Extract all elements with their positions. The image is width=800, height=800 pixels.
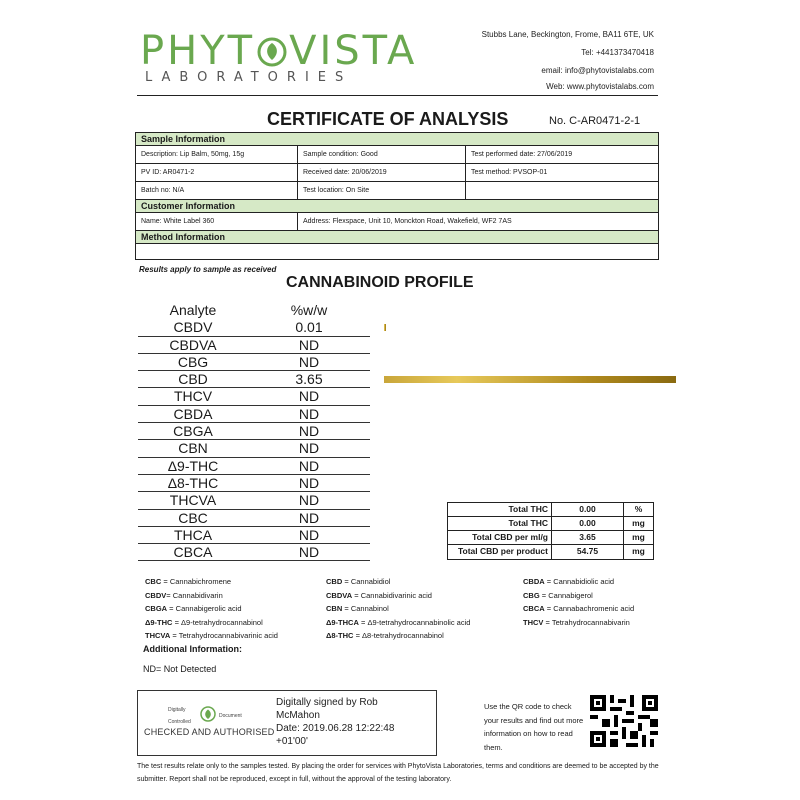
- abbreviation-key: Δ9-THC: [145, 617, 173, 627]
- abbreviation-meaning: Cannabichromene: [169, 577, 232, 586]
- totals-row: [448, 503, 653, 517]
- company-phone: Tel: +441373470418: [581, 48, 654, 57]
- cannabinoid-row: [138, 354, 370, 371]
- stamp-digitally: Digitally: [168, 707, 186, 713]
- signature-line: McMahon: [276, 710, 320, 721]
- abbreviation-meaning: Cannabinol: [350, 604, 389, 613]
- totals-table: [447, 502, 654, 560]
- total-unit: %: [634, 504, 643, 514]
- footer-disclaimer: The test results relate only to the samples tested. By placing the order for services with PhytoVista Laboratories, terms and conditions are deemed to be accepted by the submitter. Report shall not be reproduced, except in full, without the approval of the testing laboratory.: [137, 763, 659, 783]
- test-method: Test method: PVSOP-01: [471, 169, 548, 176]
- analyte-header: Analyte: [169, 302, 217, 318]
- analyte-value: ND: [248, 440, 370, 457]
- abbreviation-separator: =: [161, 577, 170, 586]
- logo-subtitle: LABORATORIES: [145, 70, 353, 85]
- sample-info-table: [135, 132, 659, 260]
- results-note: Results apply to sample as received: [139, 265, 277, 274]
- sample-info-heading: Sample Information: [136, 133, 658, 146]
- analyte-name: Δ9-THC: [138, 458, 248, 475]
- analyte-value: 0.01: [248, 319, 370, 336]
- analyte-value: ND: [248, 510, 370, 527]
- cannabinoid-row: [138, 337, 370, 354]
- digital-signature[interactable]: [276, 696, 436, 748]
- stamp-document: Document: [219, 713, 242, 719]
- abbr-column-3: [523, 575, 634, 629]
- abbreviation-key: CBC: [145, 577, 162, 586]
- signature-line: Date: 2019.06.28 12:22:48: [276, 723, 395, 734]
- analyte-name: CBGA: [138, 423, 248, 440]
- abbreviation-entry: [326, 616, 470, 630]
- abbreviation-meaning: Cannabigerol: [548, 590, 593, 600]
- analyte-value: ND: [248, 388, 370, 405]
- abbreviation-entry: [326, 575, 470, 589]
- cannabinoid-row: [138, 406, 370, 423]
- abbreviation-meaning: Tetrahydrocannabivarinic acid: [178, 631, 278, 640]
- abbreviation-entry: [326, 629, 470, 643]
- analyte-value: ND: [248, 492, 370, 509]
- test-location: Test location: On Site: [298, 182, 466, 199]
- abbreviation-meaning: Tetrahydrocannabivarin: [551, 617, 630, 627]
- logo-text-right: VISTA: [289, 28, 418, 74]
- method-info-row: [136, 244, 658, 259]
- qr-instructions: Use the QR code to check your results and find out more information on how to read them.: [484, 702, 584, 752]
- company-address: Stubbs Lane, Beckington, Frome, BA11 6TE, UK: [481, 30, 654, 39]
- abbreviation-key: CBDVA: [326, 590, 353, 600]
- batch-number: Batch no: N/A: [136, 182, 298, 199]
- analyte-value: 3.65: [248, 371, 370, 388]
- abbreviation-key: Δ9-THCA: [326, 617, 359, 627]
- analyte-name: CBDA: [138, 406, 248, 423]
- total-value: 0.00: [552, 517, 624, 530]
- abbreviation-separator: =: [342, 604, 351, 613]
- unit-header: %w/w: [290, 302, 328, 318]
- abbreviation-key: THCVA: [145, 631, 171, 640]
- qr-code-icon[interactable]: [590, 695, 658, 747]
- total-label: Total CBD per ml/g: [448, 531, 552, 544]
- certificate-number: No. C-AR0471-2-1: [549, 115, 641, 127]
- cannabinoid-bar: [384, 376, 676, 383]
- cannabinoid-row: [138, 423, 370, 440]
- abbreviation-meaning: Cannabachromenic acid: [553, 604, 635, 613]
- stamp-controlled: Controlled: [168, 719, 191, 725]
- cannabinoid-row: [138, 492, 370, 509]
- abbreviation-meaning: Δ9-tetrahydrocannabinol: [181, 617, 263, 627]
- abbreviation-entry: [326, 589, 470, 603]
- analyte-name: CBDVA: [138, 337, 248, 354]
- analyte-name: CBN: [138, 440, 248, 457]
- abbreviation-key: CBGA: [145, 604, 168, 613]
- document-control-stamp: [158, 703, 258, 725]
- header-divider: [137, 95, 658, 96]
- cannabinoid-profile-title: CANNABINOID PROFILE: [286, 274, 474, 291]
- certificate-title: CERTIFICATE OF ANALYSIS: [267, 109, 509, 129]
- empty-cell: [466, 182, 657, 199]
- leaf-stamp-icon: [200, 706, 216, 722]
- analyte-name: CBD: [138, 371, 248, 388]
- cannabinoid-row: [138, 319, 370, 336]
- analyte-name: CBG: [138, 354, 248, 371]
- analyte-name: THCV: [138, 388, 248, 405]
- table-row: [136, 146, 658, 164]
- abbreviation-separator: =: [539, 590, 549, 600]
- analyte-name: Δ8-THC: [138, 475, 248, 492]
- abbreviation-separator: =: [166, 590, 173, 600]
- analyte-name: CBC: [138, 510, 248, 527]
- cannabinoid-row: [138, 544, 370, 561]
- total-value: 3.65: [552, 531, 624, 544]
- abbreviation-meaning: Cannabidivarinic acid: [360, 590, 432, 600]
- cannabinoid-table: [138, 302, 370, 561]
- cannabinoid-bar: [384, 324, 386, 331]
- abbreviation-entry: [523, 602, 634, 616]
- abbreviation-separator: =: [342, 577, 351, 586]
- logo-text-left: PHYT: [140, 28, 256, 74]
- abbreviation-meaning: Cannabidivarin: [172, 590, 223, 600]
- company-logo: [140, 28, 417, 74]
- analyte-name: THCVA: [138, 492, 248, 509]
- abbreviation-key: CBDA: [523, 577, 545, 586]
- pv-id: PV ID: AR0471-2: [136, 164, 298, 181]
- abbreviation-meaning: Cannabidiol: [350, 577, 391, 586]
- abbreviation-separator: =: [544, 577, 554, 586]
- received-date: Received date: 20/06/2019: [298, 164, 466, 181]
- analyte-name: THCA: [138, 527, 248, 544]
- analyte-value: ND: [248, 354, 370, 371]
- analyte-value: ND: [248, 458, 370, 475]
- table-row: [136, 164, 658, 182]
- cannabinoid-row: [138, 475, 370, 492]
- analyte-value: ND: [248, 406, 370, 423]
- abbreviation-key: Δ8-THC: [326, 631, 354, 640]
- abbreviation-meaning: Δ9-tetrahydrocannabinolic acid: [367, 617, 471, 627]
- leaf-icon: [257, 37, 287, 67]
- abbreviation-entry: [145, 575, 278, 589]
- cannabinoid-row: [138, 458, 370, 475]
- total-label: Total CBD per product: [448, 545, 552, 559]
- abbreviation-entry: [523, 589, 634, 603]
- totals-row: [448, 545, 653, 559]
- abbreviation-meaning: Δ8-tetrahydrocannabinol: [362, 631, 444, 640]
- abbreviation-separator: =: [167, 604, 176, 613]
- cannabinoid-row: [138, 510, 370, 527]
- signature-box: [137, 690, 437, 756]
- total-unit: mg: [632, 518, 645, 528]
- cannabinoid-row: [138, 440, 370, 457]
- abbreviation-separator: =: [353, 631, 363, 640]
- sample-condition: Sample condition: Good: [298, 146, 466, 163]
- checked-authorised-label: CHECKED AND AUTHORISED: [144, 727, 275, 737]
- cannabinoid-row: [138, 388, 370, 405]
- abbreviation-entry: [145, 616, 278, 630]
- cannabinoid-header-row: [138, 302, 370, 319]
- analyte-value: ND: [248, 337, 370, 354]
- abbreviation-entry: [145, 629, 278, 643]
- customer-address: Address: Flexspace, Unit 10, Monckton Road, Wakefield, WF2 7AS: [303, 218, 512, 225]
- sample-description: Description: Lip Balm, 50mg, 15g: [136, 146, 298, 163]
- test-performed-date: Test performed date: 27/06/2019: [471, 151, 573, 158]
- total-label: Total THC: [448, 503, 552, 516]
- customer-name: Name: White Label 360: [136, 213, 298, 230]
- abbreviation-separator: =: [170, 631, 179, 640]
- analyte-name: CBDV: [138, 319, 248, 336]
- analyte-value: ND: [248, 544, 370, 561]
- abbreviation-entry: [326, 602, 470, 616]
- analyte-value: ND: [248, 527, 370, 544]
- abbreviation-entry: [523, 575, 634, 589]
- abbreviation-entry: [145, 602, 278, 616]
- abbreviation-meaning: Cannabidiolic acid: [553, 577, 615, 586]
- analyte-name: CBCA: [138, 544, 248, 561]
- abbreviation-separator: =: [544, 604, 554, 613]
- abbreviation-key: CBDV: [145, 590, 167, 600]
- abbreviation-key: CBCA: [523, 604, 545, 613]
- abbreviation-separator: =: [172, 617, 182, 627]
- totals-row: [448, 517, 653, 531]
- abbreviation-separator: =: [358, 617, 368, 627]
- abbreviation-separator: =: [543, 617, 552, 627]
- company-website[interactable]: Web: www.phytovistalabs.com: [546, 82, 654, 91]
- total-value: 0.00: [552, 503, 624, 516]
- cannabinoid-row: [138, 371, 370, 388]
- total-unit: mg: [632, 546, 645, 556]
- table-row: [136, 182, 658, 200]
- abbreviation-key: CBN: [326, 604, 343, 613]
- abbreviation-meaning: Cannabigerolic acid: [175, 604, 242, 613]
- total-unit: mg: [632, 532, 645, 542]
- signature-line: +01'00': [276, 736, 308, 747]
- abbreviation-key: THCV: [523, 617, 544, 627]
- total-value: 54.75: [552, 545, 624, 559]
- abbreviation-key: CBG: [523, 590, 540, 600]
- company-email[interactable]: email: info@phytovistalabs.com: [541, 66, 654, 75]
- abbreviation-key: CBD: [326, 577, 343, 586]
- method-info-heading: Method Information: [136, 231, 658, 244]
- abbreviation-entry: [523, 616, 634, 630]
- total-label: Total THC: [448, 517, 552, 530]
- signature-line: Digitally signed by Rob: [276, 697, 378, 708]
- abbr-column-2: [326, 575, 470, 643]
- additional-info-title: Additional Information:: [143, 644, 242, 654]
- cannabinoid-row: [138, 527, 370, 544]
- abbreviation-separator: =: [352, 590, 361, 600]
- analyte-value: ND: [248, 423, 370, 440]
- totals-row: [448, 531, 653, 545]
- abbr-column-1: [145, 575, 278, 643]
- table-row: [136, 213, 658, 231]
- analyte-value: ND: [248, 475, 370, 492]
- abbreviation-entry: [145, 589, 278, 603]
- nd-note: ND= Not Detected: [143, 664, 217, 674]
- customer-info-heading: Customer Information: [136, 200, 658, 213]
